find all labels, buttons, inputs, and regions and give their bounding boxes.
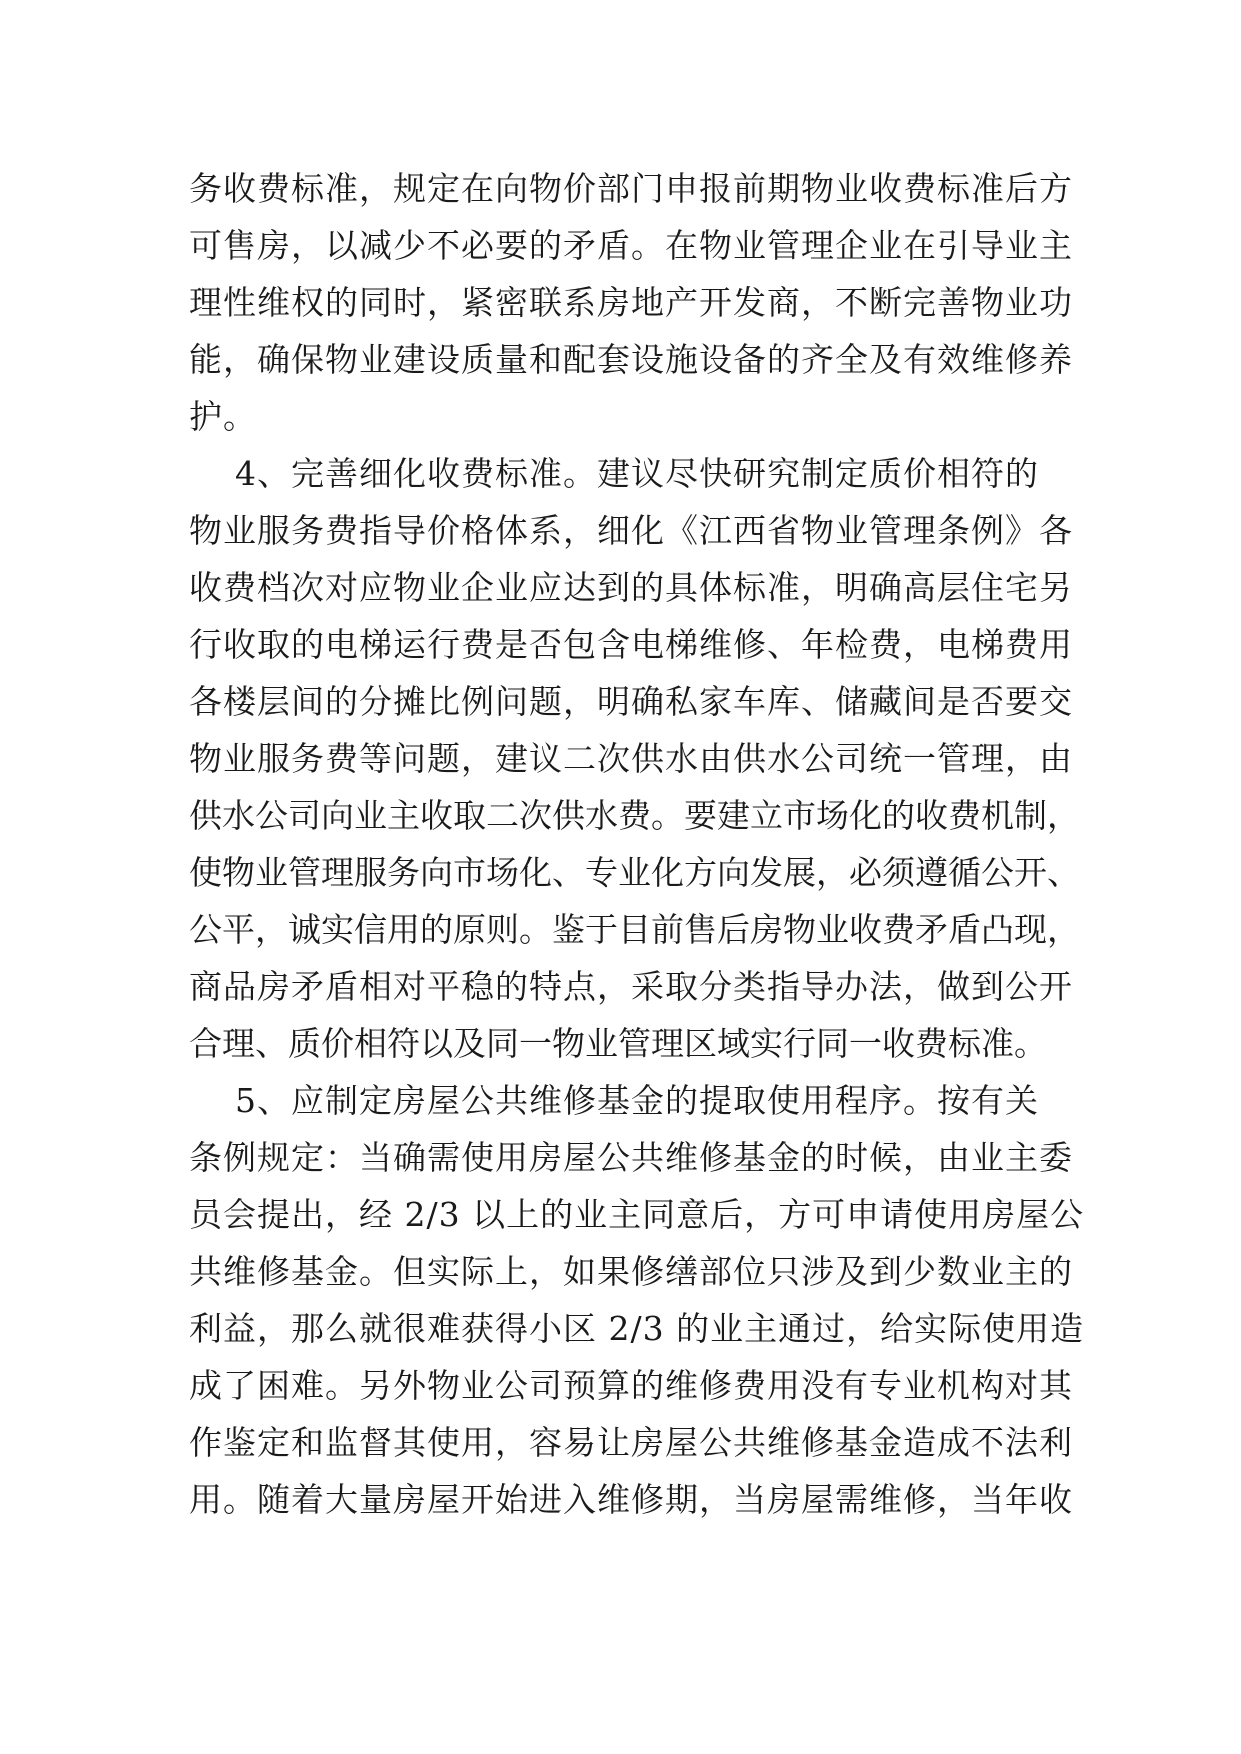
paragraph-5-start: 5、应制定房屋公共维修基金的提取使用程序。按有关 [189,1081,1039,1120]
text-line: 物业服务费等问题，建议二次供水由供水公司统一管理，由 [189,739,1073,778]
text-line: 行收取的电梯运行费是否包含电梯维修、年检费，电梯费用 [189,625,1073,664]
text-line: 合理、质价相符以及同一物业管理区域实行同一收费标准。 [189,1024,1047,1063]
text-line: 成了困难。另外物业公司预算的维修费用没有专业机构对其 [189,1366,1073,1405]
text-line: 供水公司向业主收取二次供水费。要建立市场化的收费机制， [189,796,1080,835]
text-line: 物业服务费指导价格体系，细化《江西省物业管理条例》各 [189,511,1073,550]
text-line: 使物业管理服务向市场化、专业化方向发展，必须遵循公开、 [189,853,1080,892]
text-line: 共维修基金。但实际上，如果修缮部位只涉及到少数业主的 [189,1252,1073,1291]
text-line: 能，确保物业建设质量和配套设施设备的齐全及有效维修养 [189,340,1073,379]
text-line: 收费档次对应物业企业应达到的具体标准，明确高层住宅另 [189,568,1073,607]
text-line: 各楼层间的分摊比例问题，明确私家车库、储藏间是否要交 [189,682,1073,721]
text-line: 用。随着大量房屋开始进入维修期，当房屋需维修，当年收 [189,1480,1073,1519]
text-line: 务收费标准，规定在向物价部门申报前期物业收费标准后方 [189,169,1073,208]
body-text [189,160,1085,1528]
text-line: 条例规定：当确需使用房屋公共维修基金的时候，由业主委 [189,1138,1073,1177]
paragraph-4-start: 4、完善细化收费标准。建议尽快研究制定质价相符的 [189,454,1039,493]
text-line: 护。 [189,397,257,436]
text-line: 理性维权的同时，紧密联系房地产开发商，不断完善物业功 [189,283,1073,322]
text-line: 公平，诚实信用的原则。鉴于目前售后房物业收费矛盾凸现， [189,910,1080,949]
text-line: 利益，那么就很难获得小区 2/3 的业主通过，给实际使用造 [189,1309,1085,1348]
text-line: 可售房，以减少不必要的矛盾。在物业管理企业在引导业主 [189,226,1073,265]
text-line: 商品房矛盾相对平稳的特点，采取分类指导办法，做到公开 [189,967,1073,1006]
text-line: 员会提出，经 2/3 以上的业主同意后，方可申请使用房屋公 [189,1195,1085,1234]
text-line: 作鉴定和监督其使用，容易让房屋公共维修基金造成不法利 [189,1423,1073,1462]
